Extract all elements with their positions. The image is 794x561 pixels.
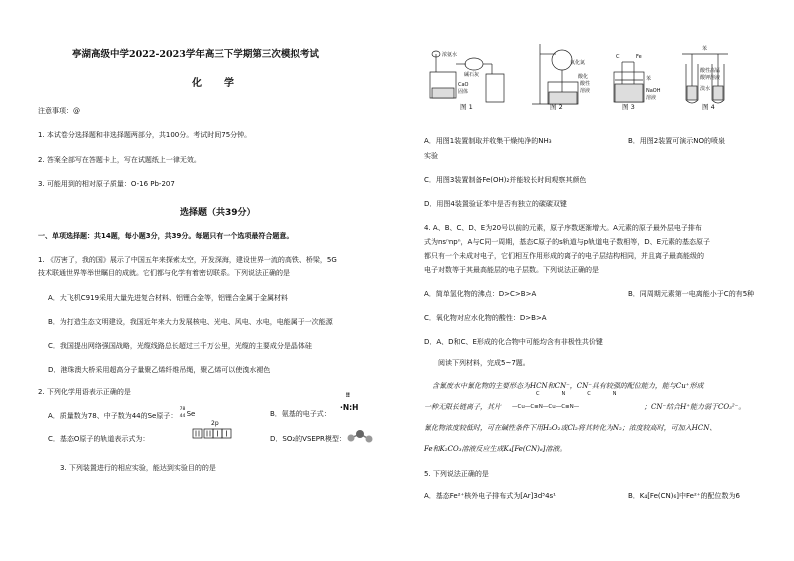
nuclide-notation xyxy=(179,407,200,420)
q4-option-b: B．同周期元素第一电离能小于C的有5种 xyxy=(628,290,755,298)
chain-cn-2: CN xyxy=(587,391,639,397)
notice-item-1: 1. 本试卷分选择题和非选择题两部分，共100分。考试时间75分钟。 xyxy=(38,131,252,139)
fig3-label-1: C xyxy=(616,54,620,60)
notice-item-2: 2. 答案全部写在答题卡上，写在试题纸上一律无效。 xyxy=(38,156,201,164)
figure-2-apparatus xyxy=(532,44,578,104)
fig3-label-3: 苯 xyxy=(646,76,652,82)
notice-item-3: 3. 可能用到的相对原子质量：O-16 Pb-207 xyxy=(38,180,175,188)
passage-intro: 阅读下列材料，完成5~7题。 xyxy=(438,359,530,367)
fig3-label-2: Fe xyxy=(636,54,642,60)
q3-option-c: C．用图3装置制备Fe(OH)₂并能较长时间观察其颜色 xyxy=(424,176,587,184)
q2-option-a xyxy=(48,407,200,421)
atomic-number: 44 xyxy=(179,414,186,419)
orbital-diagram xyxy=(192,428,234,440)
q4-line-3: 都只有一个未成对电子，它们相互作用形成的离子的电子层结构相同，并且离子最高能级的 xyxy=(424,252,704,260)
q4-option-d: D．A、D和C、E形成的化合物中可能均含有非极性共价键 xyxy=(424,338,603,346)
orbital-label-2p: 2p xyxy=(211,420,219,427)
passage-line-1: 含氰废水中氰化物的主要形态为HCN和CN⁻，CN⁻具有较强的配位能力，能与Cu⁺形成 xyxy=(432,382,704,390)
amino-dots-top: ‼ xyxy=(346,392,350,399)
chain-structure: —Cu—C≡N—Cu—C≡N— xyxy=(512,404,580,410)
q3-stem: 3. 下列装置进行的相应实验，能达到实验目的的是 xyxy=(60,464,216,472)
q1-option-b: B．为打造生态文明建设，我国近年来大力发展核电、光电、风电、水电，电能属于一次能源 xyxy=(48,318,333,326)
at-icon: @ xyxy=(73,107,80,115)
q5-option-b: B．K₄[Fe(CN)₆]中Fe²⁺的配位数为6 xyxy=(628,492,740,500)
orbital-box-1 xyxy=(193,429,202,438)
chain-substituents xyxy=(536,391,638,398)
vsepr-model-icon xyxy=(345,429,375,445)
apparatus-figures xyxy=(420,42,740,110)
q2-option-b: B．氨基的电子式： xyxy=(270,410,331,418)
fig2-caption: 图 2 xyxy=(550,103,563,110)
passage-line-4: Fe和K₂CO₃溶液反应生成K₄[Fe(CN)₆]溶液。 xyxy=(424,445,567,453)
q3-option-a: A．用图1装置制取并收集干燥纯净的NH₃ xyxy=(424,137,552,145)
q1-option-a: A．大飞机C919采用大量先进复合材料、铝锂合金等，铝锂合金属于金属材料 xyxy=(48,294,289,302)
q5-option-a: A．基态Fe²⁺核外电子排布式为[Ar]3d⁵4s¹ xyxy=(424,492,556,500)
fig1-label-2: 碱石灰 xyxy=(464,72,480,78)
fig2-label-4: 溶液 xyxy=(580,88,591,94)
amino-electron-formula: ·N:H xyxy=(340,403,359,412)
q2-option-d: D．SO₂的VSEPR模型： xyxy=(270,435,346,443)
fig3-label-4: NaOH xyxy=(646,88,661,94)
chain-cn-1: CN xyxy=(536,391,588,397)
subject-title: 化学 xyxy=(192,78,256,89)
fig4-label-1: 苯 xyxy=(702,46,708,52)
passage-line-3: 氰化物浓度较低时，可在碱性条件下用H₂O₂或Cl₂将其转化为N₂；浓度较高时，可加入HCN、 xyxy=(424,424,717,432)
fig1-label-4: 固体 xyxy=(458,89,469,95)
figure-3-apparatus xyxy=(614,62,644,102)
fig3-label-5: 溶液 xyxy=(646,95,657,101)
fig4-label-3: 酸钾溶液 xyxy=(700,75,721,81)
q5-stem: 5. 下列说法正确的是 xyxy=(424,470,489,478)
q1-option-c: C．我国提出网络强国战略，光缆线路总长超过三千万公里，光缆的主要成分是晶体硅 xyxy=(48,342,312,350)
notice-heading-text: 注意事项： xyxy=(38,107,73,115)
mass-number: 78 xyxy=(179,407,186,412)
q4-option-a: A．简单氢化物的沸点：D>C>B>A xyxy=(424,290,537,298)
orbital-box-2 xyxy=(204,429,213,438)
q4-option-c: C．氧化物对应水化物的酸性：D>B>A xyxy=(424,314,547,322)
section-instruction: 一、单项选择题：共14题，每小题3分，共39分。每题只有一个选项最符合题意。 xyxy=(38,232,294,240)
q4-line-4: 电子对数等于其最高能层的电子层数。下列说法正确的是 xyxy=(424,266,599,274)
q2-option-c: C．基态O原子的轨道表示式为： xyxy=(48,435,150,443)
q4-line-2: 式为nsⁿnpⁿ，A与C同一周期，基态C原子的s轨道与p轨道电子数相等，D、E元素的基态原子 xyxy=(424,238,711,246)
section-heading: 选择题（共39分） xyxy=(180,208,256,218)
exam-title: 亭湖高级中学2022-2023学年高三下学期第三次模拟考试 xyxy=(72,49,319,60)
fig2-label-3: 酸性 xyxy=(580,81,591,87)
fig1-label-1: 浓氨水 xyxy=(442,52,458,58)
notice-heading xyxy=(38,107,80,116)
q3-option-b-continued: 实验 xyxy=(424,152,438,160)
passage-line-2b: ；CN⁻结合H⁺能力弱于CO₃²⁻。 xyxy=(644,403,746,411)
q2-stem: 2. 下列化学用语表示正确的是 xyxy=(38,388,131,396)
fig1-caption: 图 1 xyxy=(460,103,473,110)
fig1-label-3: CaO xyxy=(458,82,469,88)
fig4-label-4: 溴水 xyxy=(700,86,711,92)
q2-option-a-text: A．质量数为78、中子数为44的Se原子： xyxy=(48,412,178,420)
q4-line-1: 4. A、B、C、D、E为20号以前的元素，原子序数逐渐增大。A元素的原子最外层电子排布 xyxy=(424,224,702,232)
q3-option-d: D．用图4装置验证苯中是否有独立的碳碳双键 xyxy=(424,200,567,208)
fig4-caption: 图 4 xyxy=(702,103,715,110)
fig3-caption: 图 3 xyxy=(622,103,635,110)
q1-option-d: D．港珠澳大桥采用超高分子量聚乙烯纤维吊绳，聚乙烯可以使溴水褪色 xyxy=(48,366,271,374)
fig2-label-1: 氧化氮 xyxy=(570,60,586,66)
passage-line-2a: 一种无限长链离子，其片 xyxy=(424,403,501,411)
fig2-label-2: 酸化 xyxy=(578,74,589,80)
fig4-label-2: 酸性高锰 xyxy=(700,68,721,74)
element-symbol: Se xyxy=(186,410,196,418)
q1-stem-line2: 技术联通世界等举世瞩目的成就。它们都与化学有着密切联系。下列说法正确的是 xyxy=(38,269,290,277)
q1-stem-line1: 1. 《厉害了，我的国》展示了中国五年来探索太空，开发深海，建设世界一流的高铁、桥梁，5G xyxy=(38,256,337,264)
q3-option-b: B．用图2装置可演示NO的喷泉 xyxy=(628,137,726,145)
